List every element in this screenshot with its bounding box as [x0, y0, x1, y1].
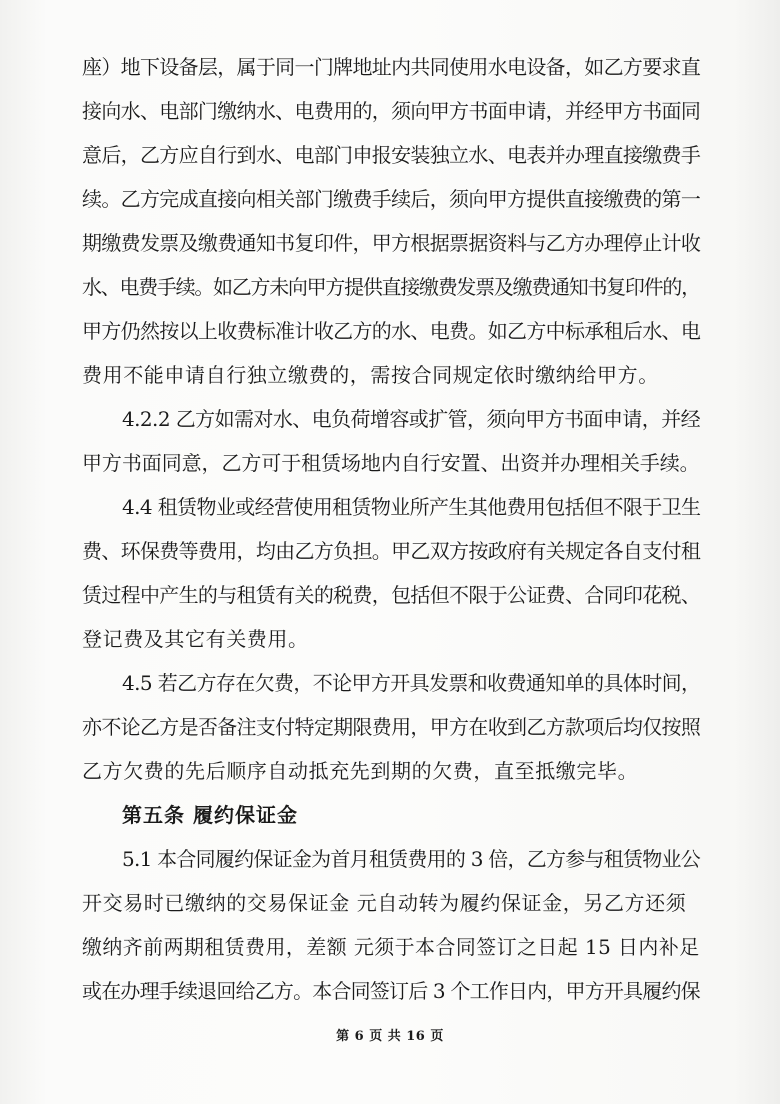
- text-line-1: 座）地下设备层，属于同一门牌地址内共同使用水电设备，如乙方要求直: [82, 55, 701, 79]
- text-line-3: 意后，乙方应自行到水、电部门申报安装独立水、电表并办理直接缴费手: [82, 143, 701, 167]
- text-line-12: 费、环保费等费用，均由乙方负担。甲乙双方按政府有关规定各自支付租: [82, 539, 701, 563]
- text-line-19: 5.1 本合同履约保证金为首月租赁费用的 3 倍，乙方参与租赁物业公: [122, 847, 701, 871]
- section-heading: 第五条 履约保证金: [122, 803, 298, 827]
- text-line-22: 或在办理手续退回给乙方。本合同签订后 3 个工作日内，甲方开具履约保: [82, 979, 700, 1003]
- text-line-9: 4.2.2 乙方如需对水、电负荷增容或扩管，须向甲方书面申请，并经: [122, 407, 701, 431]
- text-line-8: 费用不能申请自行独立缴费的，需按合同规定依时缴纳给甲方。: [82, 363, 659, 387]
- text-line-13: 赁过程中产生的与租赁有关的税费，包括但不限于公证费、合同印花税、: [82, 583, 701, 607]
- text-line-17: 乙方欠费的先后顺序自动抵充先到期的欠费，直至抵缴完毕。: [82, 759, 639, 783]
- page-number-footer: 第 6 页 共 16 页: [336, 1029, 444, 1044]
- text-line-16: 亦不论乙方是否备注支付特定期限费用，甲方在收到乙方款项后均仅按照: [82, 715, 701, 739]
- text-line-14: 登记费及其它有关费用。: [82, 627, 309, 651]
- text-line-5: 期缴费发票及缴费通知书复印件，甲方根据票据资料与乙方办理停止计收: [82, 231, 701, 255]
- text-line-6: 水、电费手续。如乙方未向甲方提供直接缴费发票及缴费通知书复印件的，: [82, 275, 700, 299]
- text-line-11: 4.4 租赁物业或经营使用租赁物业所产生其他费用包括但不限于卫生: [122, 495, 701, 519]
- text-line-7: 甲方仍然按以上收费标准计收乙方的水、电费。如乙方中标承租后水、电: [82, 319, 701, 343]
- text-line-21: 缴纳齐前两期租赁费用，差额 元须于本合同签订之日起 15 日内补足: [82, 935, 700, 959]
- text-line-2: 接向水、电部门缴纳水、电费用的，须向甲方书面申请，并经甲方书面同: [82, 99, 701, 123]
- text-line-15: 4.5 若乙方存在欠费，不论甲方开具发票和收费通知单的具体时间，: [122, 671, 701, 695]
- text-line-10: 甲方书面同意，乙方可于租赁场地内自行安置、出资并办理相关手续。: [82, 451, 700, 475]
- text-line-4: 续。乙方完成直接向相关部门缴费手续后，须向甲方提供直接缴费的第一: [82, 187, 701, 211]
- text-line-20: 开交易时已缴纳的交易保证金 元自动转为履约保证金，另乙方还须: [82, 891, 687, 915]
